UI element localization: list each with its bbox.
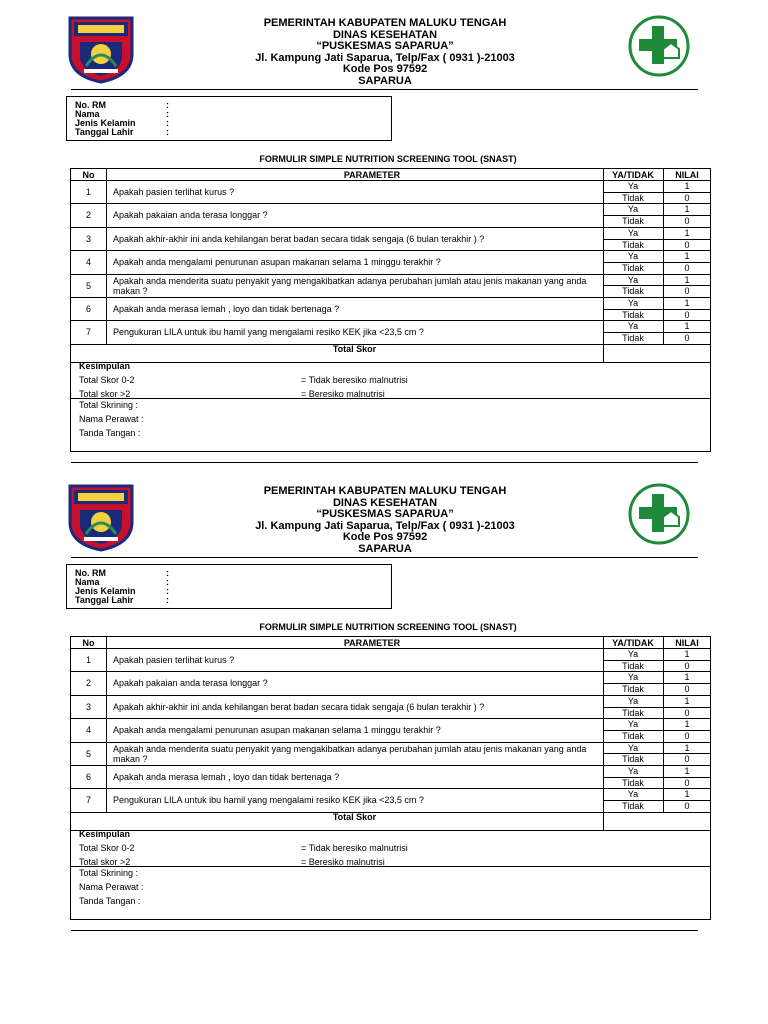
answer-tidak: Tidak [622,754,644,765]
score-ya: 1 [684,766,690,776]
patient-identity-box [66,564,392,609]
row-question: Apakah pakaian anda terasa longgar ? [113,678,268,689]
header-line: Kode Pos 97592 [342,63,428,75]
score-ya: 1 [684,719,690,730]
score-ya: 1 [684,204,690,215]
header-line: Jl. Kampung Jati Saparua, Telp/Fax ( 0931 )-21003 [255,519,515,532]
conclusion-value: = Tidak beresiko malnutrisi [301,843,408,853]
section-divider [71,930,698,931]
answer-ya: Ya [627,672,639,683]
regency-crest-icon [66,482,136,552]
row-number: 6 [85,772,91,782]
column-header-ya-tidak: YA/TIDAK [612,638,654,648]
answer-ya: Ya [627,181,639,191]
score-tidak: 0 [684,192,690,203]
score-ya: 1 [684,695,690,706]
score-tidak: 0 [684,777,690,788]
conclusion-title: Kesimpulan [79,361,131,371]
row-number: 6 [85,304,91,314]
score-ya: 1 [684,789,690,800]
answer-tidak: Tidak [622,286,644,297]
row-question: Apakah anda mengalami penurunan asupan makanan selama 1 minggu terakhir ? [113,257,441,268]
answer-tidak: Tidak [622,730,644,741]
answer-tidak: Tidak [622,333,644,344]
answer-ya: Ya [627,274,639,285]
puskesmas-cross-icon [627,482,691,546]
score-ya: 1 [684,227,690,238]
header-line: “PUSKESMAS SAPARUA” [316,40,454,52]
header-line: Jl. Kampung Jati Saparua, Telp/Fax ( 0931 )-21003 [255,51,515,64]
regency-crest-icon [66,14,136,84]
patient-field-no-rm[interactable]: No. RM : [75,568,169,578]
answer-ya: Ya [627,789,639,800]
row-question: Apakah anda menderita suatu penyakit yang mengakibatkan adanya perubahan jumlah atau jenis makanan yang anda makan ? [113,275,587,296]
score-ya: 1 [684,274,690,285]
patient-field-jenis-kelamin[interactable]: Jenis Kelamin : [75,118,169,128]
patient-field-no-rm[interactable]: No. RM : [75,100,169,110]
total-score-label: Total Skor [332,812,377,822]
answer-tidak: Tidak [622,262,644,273]
form-title: FORMULIR SIMPLE NUTRITION SCREENING TOOL (SNAST) [259,622,517,632]
conclusion-value: = Tidak beresiko malnutrisi [301,375,408,385]
patient-field-nama[interactable]: Nama : [75,577,169,587]
score-tidak: 0 [684,286,690,297]
score-tidak: 0 [684,730,690,741]
row-number: 7 [85,327,91,338]
header-line: DINAS KESEHATAN [332,28,438,41]
header-line: SAPARUA [358,542,412,555]
column-header-nilai: NILAI [675,170,699,180]
row-question: Apakah pasien terlihat kurus ? [113,655,235,665]
column-header-ya-tidak: YA/TIDAK [612,170,654,180]
answer-tidak: Tidak [622,707,644,718]
score-ya: 1 [684,181,690,191]
column-header-parameter: PARAMETER [343,638,401,648]
column-header-no: No [82,638,95,648]
patient-field-tanggal-lahir[interactable]: Tanggal Lahir : [75,127,169,137]
score-tidak: 0 [684,333,690,344]
header-divider [71,89,698,90]
answer-tidak: Tidak [622,684,644,695]
answer-ya: Ya [627,321,639,332]
header-divider [71,557,698,558]
patient-identity-box [66,96,392,141]
score-tidak: 0 [684,754,690,765]
score-tidak: 0 [684,239,690,250]
row-number: 5 [85,748,91,759]
score-tidak: 0 [684,801,690,812]
answer-ya: Ya [627,204,639,215]
conclusion-label: Total skor >2 [79,857,131,867]
answer-tidak: Tidak [622,239,644,250]
total-score-label: Total Skor [332,344,377,354]
answer-tidak: Tidak [622,309,644,320]
score-tidak: 0 [684,707,690,718]
answer-tidak: Tidak [622,216,644,227]
score-ya: 1 [684,321,690,332]
row-question: Apakah akhir-akhir ini anda kehilangan berat badan secara tidak sengaja (6 bulan terakhir ) ? [113,701,485,712]
score-ya: 1 [684,298,690,308]
conclusion-value: = Beresiko malnutrisi [301,857,385,867]
row-number: 5 [85,280,91,291]
header-line: DINAS KESEHATAN [332,496,438,509]
nama-perawat-field[interactable]: Nama Perawat : [79,414,144,424]
row-question: Apakah anda menderita suatu penyakit yang mengakibatkan adanya perubahan jumlah atau jenis makanan yang anda makan ? [113,743,587,764]
answer-ya: Ya [627,251,639,262]
column-header-no: No [82,170,95,180]
row-question: Pengukuran LILA untuk ibu hamil yang mengalami resiko KEK jika <23,5 cm ? [113,795,424,806]
score-tidak: 0 [684,216,690,227]
column-header-nilai: NILAI [675,638,699,648]
score-tidak: 0 [684,684,690,695]
row-number: 4 [85,257,91,268]
conclusion-label: Total skor >2 [79,389,131,399]
patient-field-tanggal-lahir[interactable]: Tanggal Lahir : [75,595,169,605]
nama-perawat-field[interactable]: Nama Perawat : [79,882,144,892]
row-question: Apakah akhir-akhir ini anda kehilangan berat badan secara tidak sengaja (6 bulan terakhir ) ? [113,233,485,244]
score-ya: 1 [684,672,690,683]
patient-field-nama[interactable]: Nama : [75,109,169,119]
column-header-parameter: PARAMETER [343,170,401,180]
table-rule [71,830,711,831]
header-line: PEMERINTAH KABUPATEN MALUKU TENGAH [263,17,507,29]
tanda-tangan-field[interactable]: Tanda Tangan : [79,896,141,906]
answer-ya: Ya [627,766,639,776]
conclusion-value: = Beresiko malnutrisi [301,389,385,399]
row-number: 3 [85,701,91,712]
answer-ya: Ya [627,719,639,730]
row-question: Apakah pasien terlihat kurus ? [113,187,235,197]
table-rule [106,637,107,812]
snast-table [70,168,711,452]
row-number: 4 [85,725,91,736]
conclusion-title: Kesimpulan [79,829,131,839]
answer-tidak: Tidak [622,192,644,203]
snast-table [70,636,711,920]
form-copy [0,468,768,936]
score-ya: 1 [684,649,690,659]
header-line: SAPARUA [358,74,412,87]
score-tidak: 0 [684,262,690,273]
row-question: Apakah anda merasa lemah , loyo dan tidak bertenaga ? [113,772,340,782]
tanda-tangan-field[interactable]: Tanda Tangan : [79,428,141,438]
row-number: 3 [85,233,91,244]
score-tidak: 0 [684,309,690,320]
header-line: “PUSKESMAS SAPARUA” [316,508,454,520]
table-rule [71,398,711,399]
puskesmas-cross-icon [627,14,691,78]
answer-ya: Ya [627,742,639,753]
institution-header [160,18,610,87]
score-ya: 1 [684,742,690,753]
conclusion-label: Total Skor 0-2 [79,843,135,853]
row-question: Apakah anda mengalami penurunan asupan makanan selama 1 minggu terakhir ? [113,725,441,736]
row-number: 2 [85,210,91,221]
answer-tidak: Tidak [622,660,644,671]
answer-ya: Ya [627,695,639,706]
table-rule [71,362,711,363]
conclusion-label: Total Skor 0-2 [79,375,135,385]
header-line: Kode Pos 97592 [342,531,428,543]
row-question: Apakah anda merasa lemah , loyo dan tidak bertenaga ? [113,304,340,314]
score-tidak: 0 [684,660,690,671]
answer-ya: Ya [627,649,639,659]
header-line: PEMERINTAH KABUPATEN MALUKU TENGAH [263,485,507,497]
form-title: FORMULIR SIMPLE NUTRITION SCREENING TOOL (SNAST) [259,154,517,164]
section-divider [71,462,698,463]
answer-ya: Ya [627,298,639,308]
row-question: Pengukuran LILA untuk ibu hamil yang mengalami resiko KEK jika <23,5 cm ? [113,327,424,338]
answer-tidak: Tidak [622,801,644,812]
row-number: 1 [85,187,91,197]
row-number: 2 [85,678,91,689]
patient-field-jenis-kelamin[interactable]: Jenis Kelamin : [75,586,169,596]
row-number: 1 [85,655,91,665]
table-rule [71,866,711,867]
row-question: Apakah pakaian anda terasa longgar ? [113,210,268,221]
answer-tidak: Tidak [622,777,644,788]
table-rule [106,169,107,344]
score-ya: 1 [684,251,690,262]
answer-ya: Ya [627,227,639,238]
institution-header [160,486,610,555]
row-number: 7 [85,795,91,806]
total-skrining-field[interactable]: Total Skrining : [79,400,139,410]
form-copy [0,0,768,468]
total-skrining-field[interactable]: Total Skrining : [79,868,139,878]
